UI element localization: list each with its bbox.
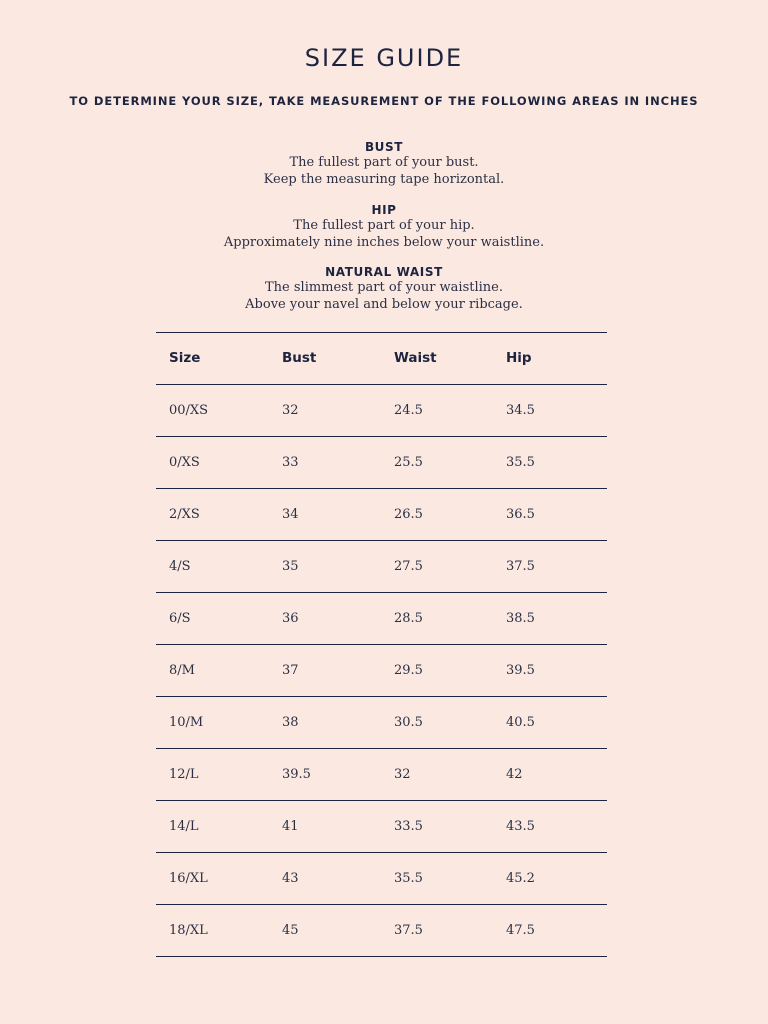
table-body xyxy=(156,384,607,957)
cell-waist: 28.5 xyxy=(394,611,423,626)
table-row xyxy=(156,488,607,540)
measurement-line: Keep the measuring tape horizontal. xyxy=(263,172,505,187)
bust-measurement xyxy=(0,140,768,188)
cell-waist: 24.5 xyxy=(394,403,423,418)
cell-bust: 34 xyxy=(282,507,299,522)
cell-bust: 33 xyxy=(282,455,299,470)
cell-waist: 37.5 xyxy=(394,923,423,938)
measurement-line: The fullest part of your bust. xyxy=(289,155,479,170)
hip-measurement xyxy=(0,203,768,251)
cell-hip: 40.5 xyxy=(506,715,535,730)
measurement-heading: NATURAL WAIST xyxy=(325,265,443,279)
cell-waist: 30.5 xyxy=(394,715,423,730)
measurement-heading: HIP xyxy=(371,203,397,217)
column-header-size: Size xyxy=(169,350,201,366)
table-row xyxy=(156,696,607,748)
instructions-subtitle: TO DETERMINE YOUR SIZE, TAKE MEASUREMENT OF THE FOLLOWING AREAS IN INCHES xyxy=(69,94,699,108)
table-row xyxy=(156,384,607,436)
cell-bust: 35 xyxy=(282,559,299,574)
cell-waist: 29.5 xyxy=(394,663,423,678)
table-row xyxy=(156,904,607,957)
cell-hip: 47.5 xyxy=(506,923,535,938)
cell-waist: 32 xyxy=(394,767,411,782)
cell-size: 18/XL xyxy=(169,923,208,938)
measurement-heading: BUST xyxy=(364,140,404,154)
cell-hip: 39.5 xyxy=(506,663,535,678)
measurement-line: The fullest part of your hip. xyxy=(293,218,475,233)
table-row xyxy=(156,436,607,488)
cell-size: 0/XS xyxy=(169,455,200,470)
cell-hip: 42 xyxy=(506,767,523,782)
table-row xyxy=(156,644,607,696)
cell-bust: 38 xyxy=(282,715,299,730)
table-row xyxy=(156,800,607,852)
cell-waist: 35.5 xyxy=(394,871,423,886)
cell-bust: 45 xyxy=(282,923,299,938)
cell-size: 8/M xyxy=(169,663,195,678)
measurement-line: The slimmest part of your waistline. xyxy=(265,280,503,295)
cell-hip: 36.5 xyxy=(506,507,535,522)
cell-waist: 33.5 xyxy=(394,819,423,834)
cell-hip: 35.5 xyxy=(506,455,535,470)
table-row xyxy=(156,540,607,592)
cell-size: 4/S xyxy=(169,559,191,574)
measurement-line: Above your navel and below your ribcage. xyxy=(245,297,523,312)
cell-hip: 38.5 xyxy=(506,611,535,626)
cell-size: 2/XS xyxy=(169,507,200,522)
cell-waist: 25.5 xyxy=(394,455,423,470)
table-row xyxy=(156,748,607,800)
cell-hip: 45.2 xyxy=(506,871,535,886)
cell-bust: 32 xyxy=(282,403,299,418)
column-header-waist: Waist xyxy=(394,350,437,366)
table-row xyxy=(156,852,607,904)
cell-bust: 41 xyxy=(282,819,299,834)
page-title: SIZE GUIDE xyxy=(304,44,464,72)
table-row xyxy=(156,592,607,644)
cell-bust: 36 xyxy=(282,611,299,626)
cell-size: 12/L xyxy=(169,767,199,782)
cell-bust: 39.5 xyxy=(282,767,311,782)
cell-bust: 37 xyxy=(282,663,299,678)
cell-size: 00/XS xyxy=(169,403,209,418)
natural-waist-measurement xyxy=(0,265,768,313)
cell-bust: 43 xyxy=(282,871,299,886)
size-table xyxy=(156,332,607,957)
cell-size: 14/L xyxy=(169,819,199,834)
cell-size: 10/M xyxy=(169,715,204,730)
cell-hip: 34.5 xyxy=(506,403,535,418)
column-header-bust: Bust xyxy=(282,350,317,366)
cell-size: 16/XL xyxy=(169,871,208,886)
column-header-hip: Hip xyxy=(506,350,532,366)
cell-size: 6/S xyxy=(169,611,191,626)
cell-waist: 27.5 xyxy=(394,559,423,574)
cell-hip: 43.5 xyxy=(506,819,535,834)
measurement-line: Approximately nine inches below your waistline. xyxy=(223,235,545,250)
table-header-row xyxy=(156,332,607,384)
cell-waist: 26.5 xyxy=(394,507,423,522)
cell-hip: 37.5 xyxy=(506,559,535,574)
